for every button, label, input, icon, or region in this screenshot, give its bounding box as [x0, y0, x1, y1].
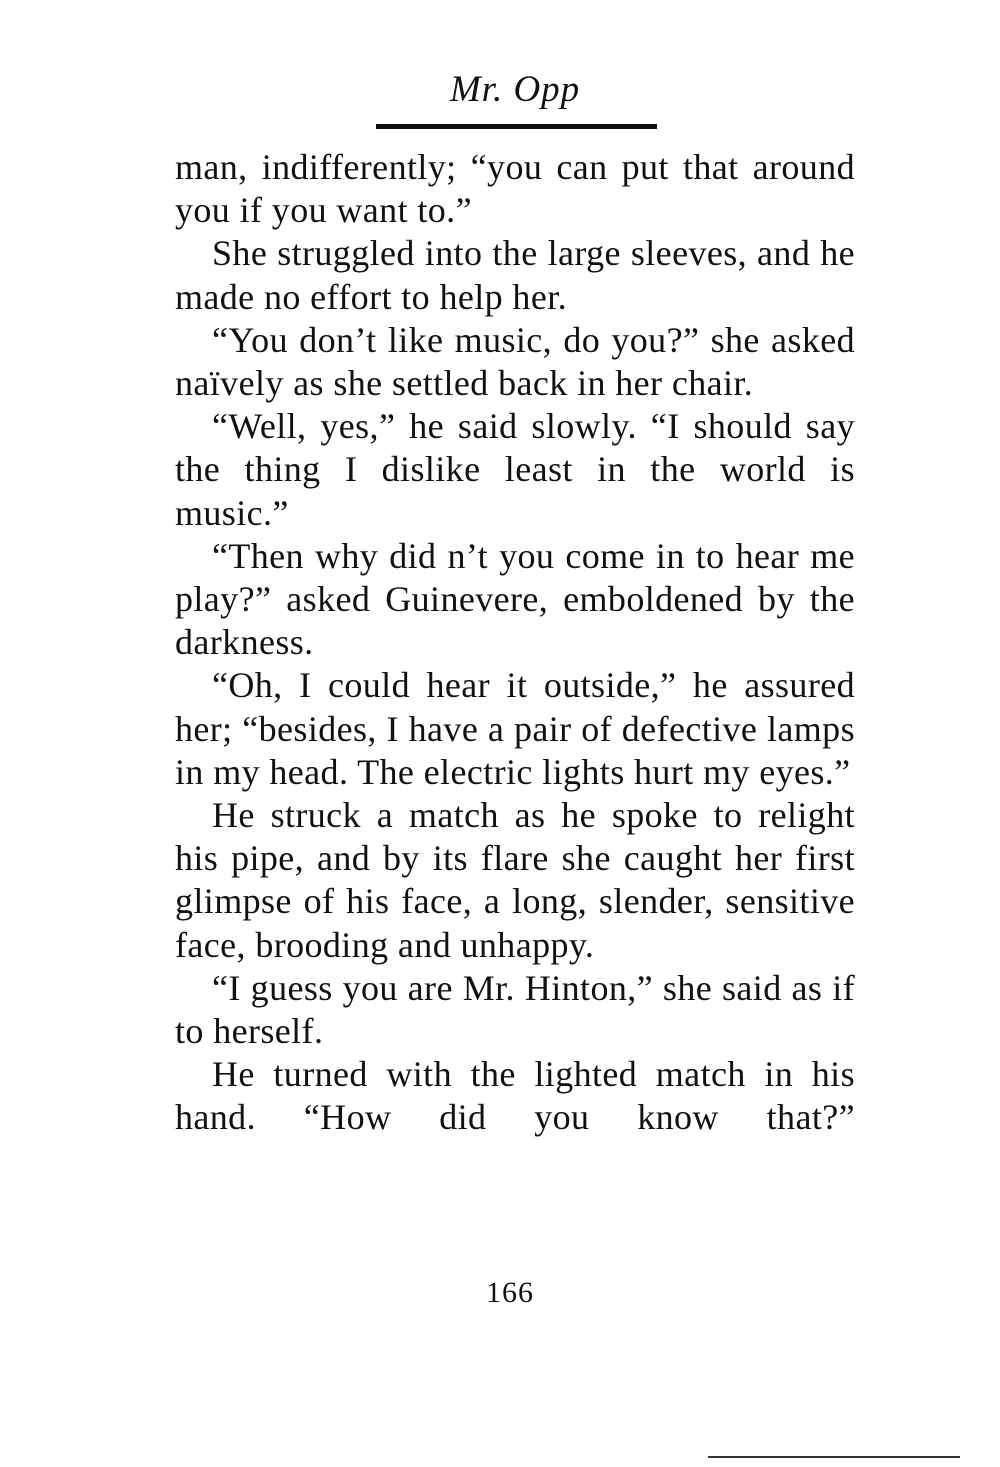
paragraph-continued: man, indifferently; “you can put that around you if you want to.” — [175, 147, 855, 231]
paragraph: He struck a match as he spoke to relight his pipe, and by its flare she caught her first glimpse of his face, a long, slender, sensitive face, brooding and unhappy. — [175, 795, 855, 965]
body-text — [175, 146, 855, 1140]
footer-rule — [708, 1456, 960, 1458]
paragraph: “I guess you are Mr. Hinton,” she said as if to herself. — [175, 967, 855, 1052]
header-rule — [376, 124, 657, 129]
paragraph: “Well, yes,” he said slowly. “I should say the thing I dislike least in the world is music.” — [175, 406, 855, 533]
page-number: 166 — [486, 1276, 534, 1309]
paragraph: He turned with the lighted match in his hand. “How did you know that?” — [175, 1054, 855, 1138]
paragraph: “You don’t like music, do you?” she asked naïvely as she settled back in her chair. — [175, 319, 855, 404]
paragraph: She struggled into the large sleeves, and he made no effort to help her. — [175, 233, 855, 317]
running-head: Mr. Opp — [449, 69, 581, 110]
paragraph: “Oh, I could hear it outside,” he assured her; “besides, I have a pair of defective lamps in my head. The electric lights hurt my eyes.” — [175, 665, 855, 792]
paragraph: “Then why did n’t you come in to hear me play?” asked Guinevere, emboldened by the darkness. — [175, 535, 855, 663]
